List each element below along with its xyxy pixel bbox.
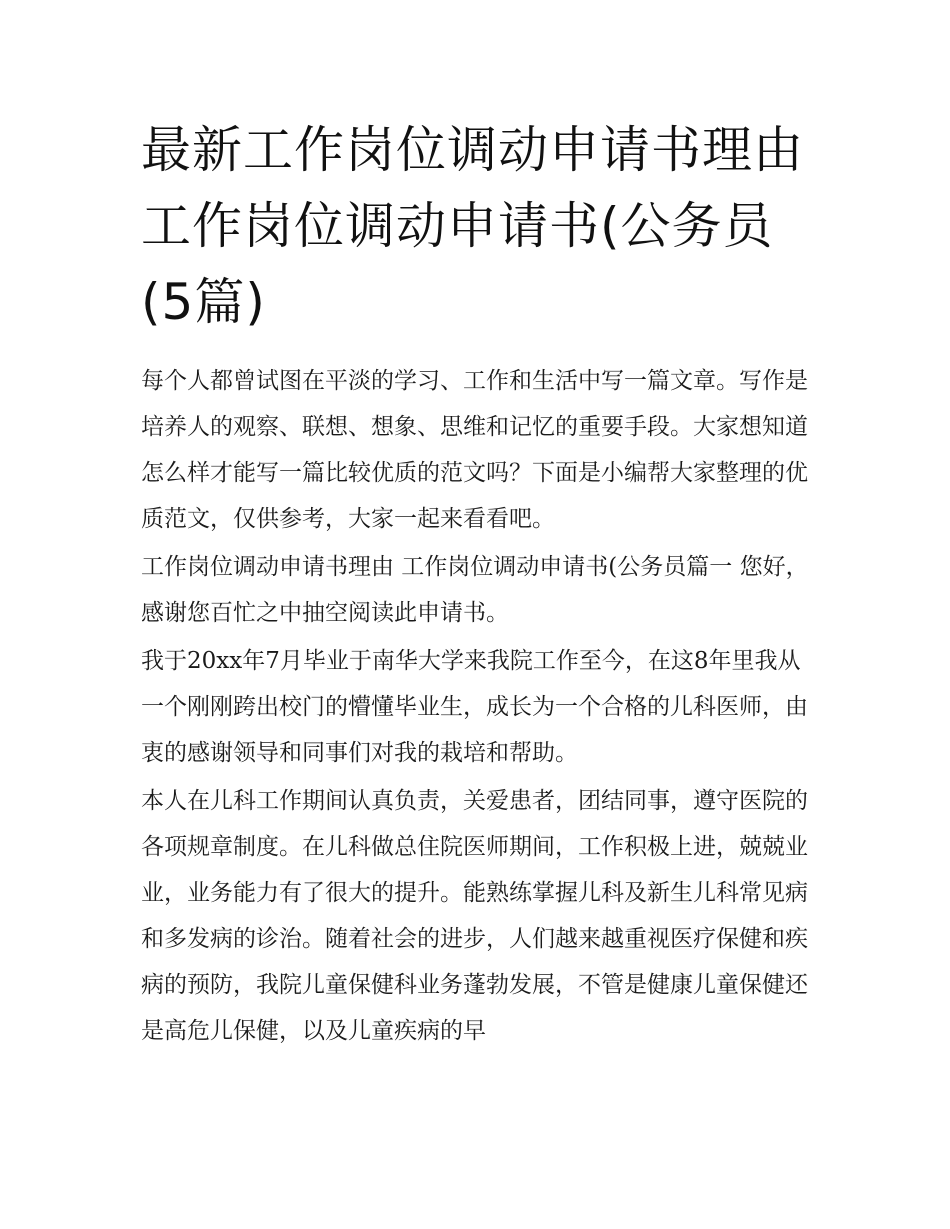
paragraph-greeting: 工作岗位调动申请书理由 工作岗位调动申请书(公务员篇一 您好，感谢您百忙之中抽空阅读此申请书。 [141, 554, 809, 626]
paragraph-work-record: 本人在儿科工作期间认真负责，关爱患者，团结同事，遵守医院的各项规章制度。在儿科做总住院医师期间，工作积极上进，兢兢业业，业务能力有了很大的提升。能熟练掌握儿科及新生儿科常见病和多发病的诊治。随着社会的进步，人们越来越重视医疗保健和疾病的预防，我院儿童保健科业务蓬勃发展，不管是健康儿童保健还是高危儿保健，以及儿童疾病的早 [141, 788, 808, 1044]
document-title: 最新工作岗位调动申请书理由 工作岗位调动申请书(公务员(5篇) [141, 121, 804, 331]
document-body [141, 358, 821, 1054]
paragraph-intro: 每个人都曾试图在平淡的学习、工作和生活中写一篇文章。写作是培养人的观察、联想、想象、思维和记忆的重要手段。大家想知道怎么样才能写一篇比较优质的范文吗？下面是小编帮大家整理的优质范文，仅供参考，大家一起来看看吧。 [141, 368, 808, 532]
paragraph-background: 我于20xx年7月毕业于南华大学来我院工作至今，在这8年里我从一个刚刚跨出校门的懵懂毕业生，成长为一个合格的儿科医师，由衷的感谢领导和同事们对我的栽培和帮助。 [141, 648, 808, 766]
document-page [141, 112, 821, 1056]
